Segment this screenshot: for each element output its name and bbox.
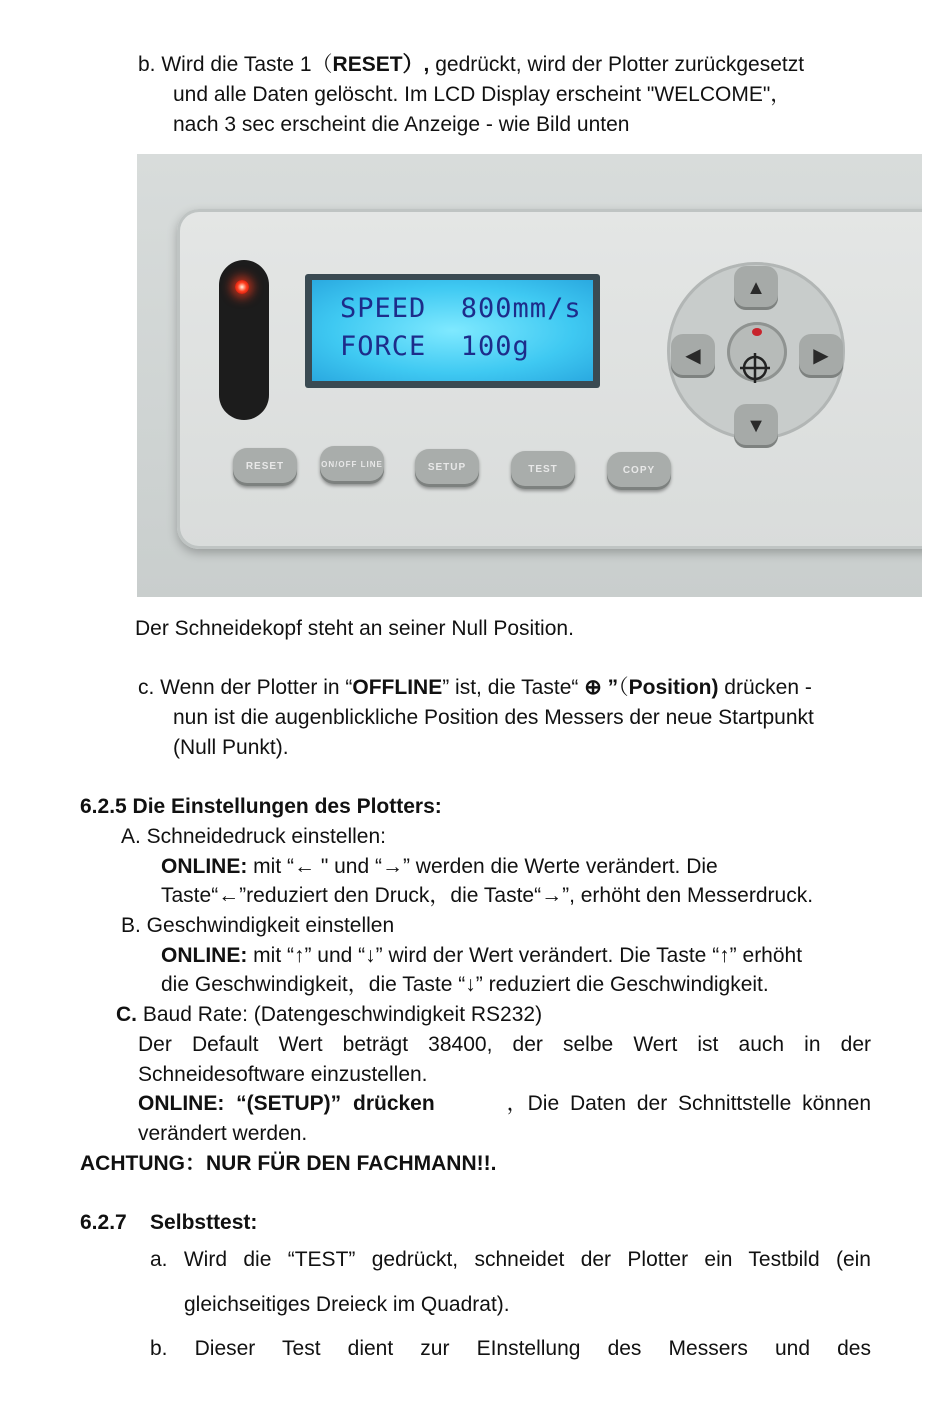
step-b-prefix: b. Wird die Taste 1（	[138, 53, 333, 76]
setup-button[interactable]: SETUP	[415, 449, 479, 487]
section-heading-627: 6.2.7 Selbsttest:	[80, 1211, 258, 1234]
item-c-line3	[138, 1089, 871, 1119]
arrow-left-icon[interactable]: ◀	[671, 334, 715, 378]
online-label: ONLINE:	[161, 855, 248, 878]
step-b-line2: und alle Daten gelöscht. Im LCD Display erscheint "WELCOME"，	[173, 83, 792, 106]
warning-text: ACHTUNG：NUR FÜR DEN FACHMANN!!.	[80, 1152, 497, 1175]
item-c-label: C.	[116, 1003, 137, 1026]
offline-label: OFFLINE	[352, 676, 443, 699]
setup-instruction: ONLINE: “(SETUP)” drücken	[138, 1092, 435, 1115]
lcd-speed-line: SPEED 800mm/s	[340, 293, 582, 324]
lcd-display	[312, 280, 593, 381]
step-c-t2: ” ist, die Taste“	[442, 676, 585, 699]
item-c-line3-rest: ，Die Daten der Schnittstelle können	[506, 1092, 871, 1115]
online-label: ONLINE:	[161, 944, 248, 967]
step-c-t1: c. Wenn der Plotter in “	[138, 676, 353, 699]
section-heading-625: 6.2.5 Die Einstellungen des Plotters:	[80, 795, 442, 818]
item-c-line2: Schneidesoftware einzustellen.	[138, 1063, 428, 1086]
step-b-line1	[138, 50, 804, 80]
item-c-title: Baud Rate: (Datengeschwindigkeit RS232)	[137, 1003, 543, 1026]
step-c-t3: （	[618, 676, 629, 699]
photo-caption: Der Schneidekopf steht an seiner Null Position.	[135, 617, 574, 640]
item-b-title: B. Geschwindigkeit einstellen	[121, 914, 395, 937]
item-b-line2: die Geschwindigkeit，die Taste “↓” reduziert die Geschwindigkeit.	[161, 973, 769, 996]
step-b-suffix: gedrückt, wird der Plotter zurückgesetzt	[429, 53, 805, 76]
step-c-line2: nun ist die augenblickliche Position des Messers der neue Startpunkt	[173, 706, 814, 729]
step-c-t4: drücken -	[718, 676, 812, 699]
lcd-force-line: FORCE 100g	[340, 331, 530, 362]
item-a-line1-rest: mit “← " und “→” werden die Werte verändert. Die	[247, 855, 718, 878]
online-offline-button[interactable]: ON/OFF LINE	[320, 446, 384, 484]
copy-button[interactable]: COPY	[607, 452, 671, 490]
item-a-title: A. Schneidedruck einstellen:	[121, 825, 386, 848]
test-a-line1: a. Wird die “TEST” gedrückt, schneidet der Plotter ein Testbild (ein	[150, 1248, 871, 1271]
step-b-line3: nach 3 sec erscheint die Anzeige - wie Bild unten	[173, 113, 630, 136]
test-a-line2: gleichseitiges Dreieck im Quadrat).	[184, 1293, 510, 1316]
item-c-title-line	[116, 1000, 542, 1030]
power-led-icon	[235, 280, 249, 294]
plotter-panel-photo	[137, 154, 922, 597]
origin-dot-icon	[752, 328, 762, 336]
position-symbol: ⊕ ”	[584, 676, 619, 699]
step-c-line3: (Null Punkt).	[173, 736, 289, 759]
item-a-line2: Taste“←”reduziert den Druck，die Taste“→”, erhöht den Messerdruck.	[161, 884, 814, 907]
item-c-line4: verändert werden.	[138, 1122, 308, 1145]
item-c-line1: Der Default Wert beträgt 38400, der selbe Wert ist auch in der	[138, 1033, 871, 1056]
test-button[interactable]: TEST	[511, 451, 575, 489]
crosshair-icon	[737, 350, 773, 386]
reset-key-label: RESET）,	[332, 53, 430, 76]
test-b-line1: b. Dieser Test dient zur EInstellung des Messers und des	[150, 1337, 871, 1360]
reset-button[interactable]: RESET	[233, 448, 297, 486]
arrow-up-icon[interactable]: ▲	[734, 266, 778, 310]
arrow-right-icon[interactable]: ▶	[799, 334, 843, 378]
step-c-line1	[138, 673, 812, 703]
item-b-line1-rest: mit “↑” und “↓” wird der Wert verändert. Die Taste “↑” erhöht	[247, 944, 803, 967]
arrow-down-icon[interactable]: ▼	[734, 404, 778, 448]
item-b-line1	[161, 941, 802, 971]
item-a-line1	[161, 852, 718, 882]
position-label: Position)	[628, 676, 719, 699]
